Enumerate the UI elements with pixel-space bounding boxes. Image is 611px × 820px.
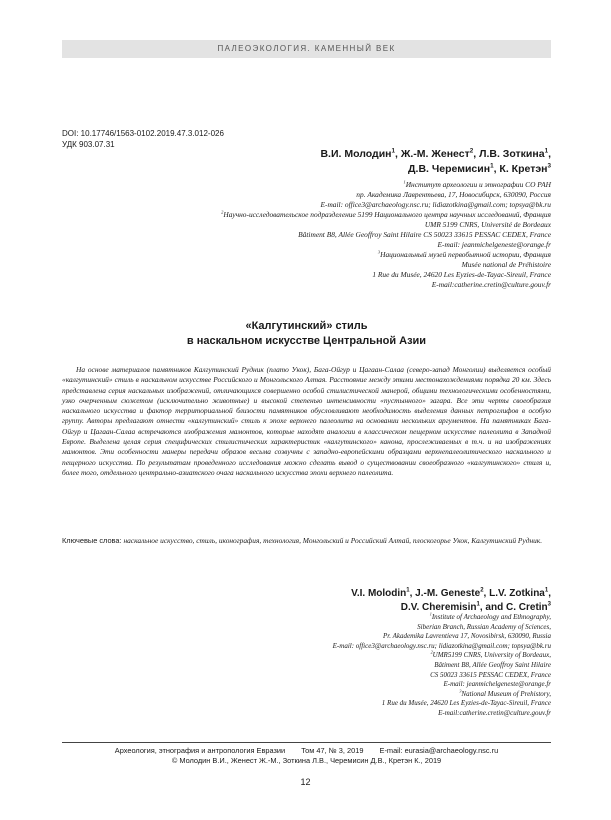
keywords-text: наскальное искусство, стиль, иконография, технология, Монгольский и Российский Алтай, плоскогорье Укок, Калгутинский Рудник.: [123, 536, 543, 545]
affiliation-line: [333, 699, 551, 709]
affiliation-line: [333, 613, 551, 623]
affiliation-mark: 2: [430, 650, 433, 656]
affiliation-line: [221, 260, 551, 270]
author-separator: ,: [548, 588, 551, 599]
author-affiliation-mark: 1: [544, 147, 549, 155]
affiliation-text: E-mail:catherine.cretin@culture.gouv.fr: [431, 280, 551, 289]
author-name: В.И. Молодин: [320, 148, 392, 160]
author-name: D.V. Cheremisin: [400, 602, 477, 613]
title-line-2: в наскальном искусстве Центральной Азии: [186, 335, 427, 347]
copyright: © Молодин В.И., Женест Ж.-М., Зоткина Л.В., Черемисин Д.В., Кретэн К., 2019: [171, 756, 442, 765]
author-name: V.I. Molodin: [351, 588, 407, 599]
affiliation-text: Institute of Archaeology and Ethnography,: [431, 613, 551, 621]
affiliation-text: Siberian Branch, Russian Academy of Sciences,: [417, 622, 551, 631]
affiliation-line: [221, 210, 551, 220]
authors-ru-line-1: [320, 147, 551, 162]
author-separator: ,: [473, 148, 480, 160]
affiliation-text: 1 Rue du Musée, 24620 Les Eyzies-de-Tayac-Sireuil, France: [381, 699, 551, 708]
affiliation-text: UMR5199 CNRS, University of Bordeaux,: [432, 651, 551, 660]
affiliation-text: пр. Академика Лаврентьева, 17, Новосибирск, 630090, Россия: [356, 190, 551, 199]
authors-en: [351, 587, 551, 615]
affiliation-line: [333, 680, 551, 690]
affiliation-line: [333, 651, 551, 661]
affiliation-line: [221, 230, 551, 240]
author-affiliation-mark: 1: [391, 147, 396, 155]
affiliation-line: [333, 690, 551, 700]
affiliation-text: Musée national de Préhistoire: [461, 260, 551, 269]
affiliation-text: Национальный музей первобытной истории, Франция: [380, 250, 551, 259]
affiliation-mark: 3: [459, 688, 462, 694]
keywords: [62, 536, 551, 546]
affiliation-mark: 2: [221, 209, 224, 215]
author-separator: ,: [548, 148, 551, 160]
doi-text: DOI: 10.17746/1563-0102.2019.47.3.012-026: [62, 129, 224, 138]
author-name: Ж.-М. Женест: [400, 148, 470, 160]
affiliation-mark: 3: [377, 249, 381, 255]
affiliation-text: 1 Rue du Musée, 24620 Les Eyzies-de-Tayac-Sireuil, France: [372, 270, 551, 279]
affiliation-line: [221, 250, 551, 260]
keywords-label: Ключевые слова:: [62, 536, 122, 545]
affiliation-text: E-mail: jeanmichelgeneste@orange.fr: [437, 240, 551, 249]
affiliation-text: E-mail:catherine.cretin@culture.gouv.fr: [438, 708, 551, 717]
journal-issue: № 3,: [328, 746, 345, 755]
authors-ru-line-2: [320, 162, 551, 177]
affiliations-ru: [221, 180, 551, 290]
affiliation-text: UMR 5199 CNRS, Université de Bordeaux: [424, 220, 551, 229]
author-affiliation-mark: 3: [547, 162, 551, 170]
affiliation-line: [221, 200, 551, 210]
affiliation-line: [333, 671, 551, 681]
author-separator: ,: [483, 588, 490, 599]
journal-info: [62, 746, 551, 756]
author-name: К. Кретэн: [499, 163, 548, 175]
author-affiliation-mark: 1: [490, 162, 494, 170]
author-affiliation-mark: 1: [406, 587, 410, 594]
affiliation-text: Bâtiment B8, Allée Geoffroy Saint Hilaire: [434, 660, 551, 669]
affiliation-text: Pr. Akademika Lavrentieva 17, Novosibirsk, 630090, Russia: [383, 632, 551, 641]
article-title: [62, 319, 551, 349]
authors-ru: [320, 147, 551, 177]
journal-name: Археология, этнография и антропология Евразии: [114, 746, 286, 755]
title-line-1: «Калгутинский» стиль: [245, 320, 368, 332]
article-identifiers: [62, 128, 224, 150]
author-separator: ,: [493, 163, 500, 175]
abstract: На основе материалов памятников Калгутинский Рудник (плато Укок), Бага-Ойгур и Цагаан-Салаа (северо-запад Монголии) выделяется особый «калгутинский» стиль в наскальном искусстве Российского и Монгольского Алтая. Расстояние между этими местонахождениями порядка 20 км. Здесь представлена серия наскальных изображений, отличающихся совершенно особой стилистической манерой, общими технологическими особенностями, узко очерченным сюжетом (исключительно животные) и высокой степенью интенсивности «пустынного» загара. Все эти черты своеобразия наскального искусства и фактор территориальной близости памятников обусловливают необходимость выделения данных петроглифов в особую группу. Авторы предлагают отнести «калгутинский» стиль к эпохе верхнего палеолита на основании нескольких аргументов. На памятниках Бага-Ойгур и Цагаан-Салаа встречаются изображения мамонтов, которые находят аналогии в классическом пещерном искусстве палеолита в Западной Европе. Выделена целая серия специфических стилистических характеристик «калгутинского» канона, прослеживаемых в т.ч. и на изображениях мамонтов. Эти особенности манеры передачи образов весьма созвучны с западно-европейскими образцами верхнепалеолитического наскального и пещерного искусства. По результатам проведенного исследования можно сделать вывод о существовании своеобразного «калгутинского» стиля и, более того, отдельного центрально-азиатского очага наскального искусства эпохи верхнего палеолита.: [62, 365, 551, 477]
authors-en-line-1: [351, 587, 551, 601]
udk-text: УДК 903.07.31: [62, 140, 115, 149]
affiliation-line: [221, 220, 551, 230]
affiliation-text: E-mail: office3@archaeology.nsc.ru; lidiazotkina@gmail.com; topsya@bk.ru: [320, 200, 551, 209]
affiliation-text: E-mail: jeanmichelgeneste@orange.fr: [443, 680, 551, 689]
affiliation-text: Bâtiment B8, Allée Geoffroy Saint Hilaire CS 50023 33615 PESSAC CEDEX, France: [298, 230, 551, 239]
author-separator: , and: [479, 602, 506, 613]
affiliation-text: CS 50023 33615 PESSAC CEDEX, France: [430, 670, 551, 679]
author-separator: ,: [395, 148, 401, 160]
journal-volume: Том 47,: [301, 746, 327, 755]
affiliation-line: [221, 240, 551, 250]
author-affiliation-mark: 2: [480, 587, 484, 594]
affiliation-text: Институт археологии и этнографии СО РАН: [405, 180, 551, 189]
affiliation-line: [333, 632, 551, 642]
affiliation-text: E-mail: office3@archaeology.nsc.ru; lidiazotkina@gmail.com; topsya@bk.ru: [332, 641, 551, 650]
affiliation-mark: 1: [429, 611, 432, 617]
author-affiliation-mark: 2: [469, 147, 474, 155]
affiliation-line: [333, 661, 551, 671]
author-affiliation-mark: 3: [547, 601, 551, 608]
author-name: Д.В. Черемисин: [408, 163, 491, 175]
page-number: 12: [300, 777, 311, 787]
author-affiliation-mark: 1: [476, 601, 480, 608]
affiliation-line: [333, 642, 551, 652]
affiliation-line: [221, 190, 551, 200]
author-name: C. Cretin: [505, 602, 548, 613]
affiliation-line: [221, 280, 551, 290]
affiliations-en: [333, 613, 551, 719]
affiliation-line: [221, 180, 551, 190]
author-separator: ,: [409, 588, 416, 599]
affiliation-mark: 1: [403, 179, 406, 185]
affiliation-line: [333, 709, 551, 719]
journal-email: E-mail: eurasia@archaeology.nsc.ru: [379, 746, 499, 755]
journal-year: 2019: [347, 746, 364, 755]
author-name: Л.В. Зоткина: [479, 148, 545, 160]
author-affiliation-mark: 1: [544, 587, 549, 594]
affiliation-line: [221, 270, 551, 280]
footer-divider: [62, 742, 551, 743]
affiliation-text: National Museum of Prehistory,: [461, 689, 551, 698]
section-header: ПАЛЕОЭКОЛОГИЯ. КАМЕННЫЙ ВЕК: [62, 40, 551, 58]
affiliation-line: [333, 623, 551, 633]
affiliation-text: Научно-исследовательское подразделение 5199 Национального центра научных исследований, Франция: [223, 210, 551, 219]
author-name: L.V. Zotkina: [489, 588, 545, 599]
author-name: J.-M. Geneste: [415, 588, 481, 599]
